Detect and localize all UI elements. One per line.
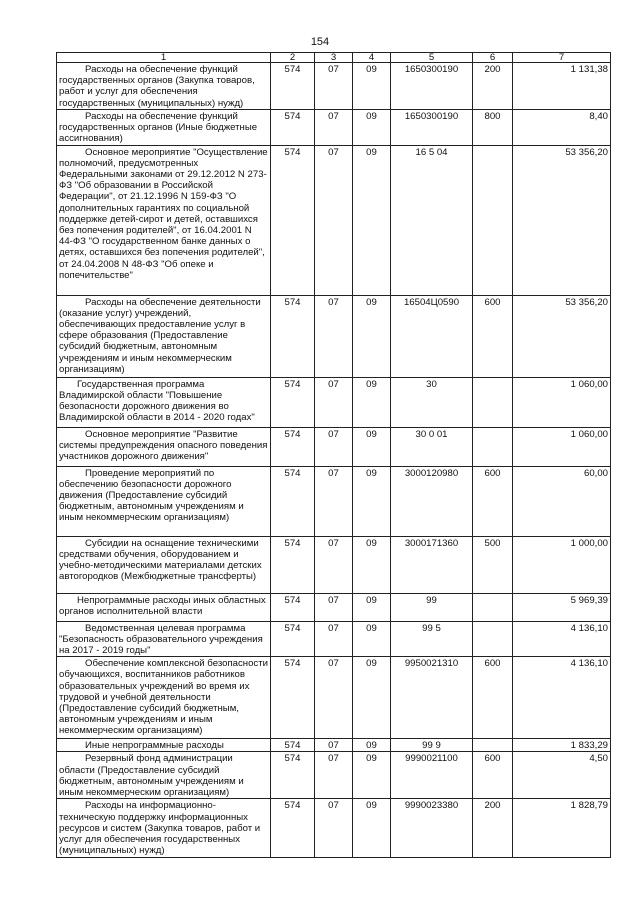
cell-podrazdel: 09	[353, 377, 391, 427]
cell-amount: 1 833,29	[513, 739, 611, 752]
cell-podrazdel: 09	[353, 427, 391, 466]
cell-ved: 574	[271, 536, 315, 593]
cell-type: 600	[473, 466, 513, 536]
row-name: Основное мероприятие "Развитие системы предупреждения опасного поведения участников дорожного движения"	[57, 427, 271, 466]
table-row	[57, 799, 611, 858]
cell-amount: 60,00	[513, 466, 611, 536]
cell-ved: 574	[271, 427, 315, 466]
cell-target: 30 0 01	[391, 427, 473, 466]
cell-type	[473, 377, 513, 427]
page-number: 154	[310, 36, 330, 48]
cell-razdel: 07	[315, 593, 353, 621]
column-header: 7	[513, 53, 611, 63]
cell-razdel: 07	[315, 739, 353, 752]
cell-target: 99 9	[391, 739, 473, 752]
column-header: 3	[315, 53, 353, 63]
cell-podrazdel: 09	[353, 145, 391, 295]
cell-amount: 1 828,79	[513, 799, 611, 858]
cell-razdel: 07	[315, 799, 353, 858]
cell-ved: 574	[271, 110, 315, 146]
cell-ved: 574	[271, 621, 315, 657]
row-name: Расходы на обеспечение функций государственных органов (Иные бюджетные ассигнования)	[57, 110, 271, 146]
cell-amount: 8,40	[513, 110, 611, 146]
table-row	[57, 110, 611, 146]
cell-ved: 574	[271, 752, 315, 799]
row-name: Государственная программа Владимирской области "Повышение безопасности дорожного движения во Владимирской области в 2014 - 2020 годах"	[57, 377, 271, 427]
table-row	[57, 295, 611, 377]
table-row	[57, 752, 611, 799]
row-name: Иные непрограммные расходы	[57, 739, 271, 752]
cell-type	[473, 427, 513, 466]
cell-amount: 53 356,20	[513, 295, 611, 377]
cell-type: 600	[473, 752, 513, 799]
cell-ved: 574	[271, 63, 315, 110]
cell-razdel: 07	[315, 295, 353, 377]
column-header: 4	[353, 53, 391, 63]
cell-podrazdel: 09	[353, 295, 391, 377]
cell-ved: 574	[271, 295, 315, 377]
cell-razdel: 07	[315, 536, 353, 593]
cell-razdel: 07	[315, 657, 353, 739]
cell-amount: 53 356,20	[513, 145, 611, 295]
cell-amount: 1 131,38	[513, 63, 611, 110]
cell-podrazdel: 09	[353, 593, 391, 621]
cell-amount: 1 060,00	[513, 427, 611, 466]
cell-amount: 4 136,10	[513, 657, 611, 739]
table-row	[57, 593, 611, 621]
cell-razdel: 07	[315, 427, 353, 466]
column-header: 1	[57, 53, 271, 63]
row-name: Основное мероприятие "Осуществление полномочий, предусмотренных Федеральными законами от 29.12.2012 N 273-ФЗ "Об образовании в Российской Федерации", от 21.12.1996 N 159-ФЗ "О дополнительных гарантиях по социальной поддержке детей-сирот и детей, оставшихся без попечения родителей", от 16.04.2001 N 44-ФЗ "О государственном банке данных о детях, оставшихся без попечения родителей", от 24.04.2008 N 48-ФЗ "Об опеке и попечительстве"	[57, 145, 271, 295]
cell-podrazdel: 09	[353, 621, 391, 657]
cell-razdel: 07	[315, 110, 353, 146]
cell-type: 200	[473, 799, 513, 858]
cell-razdel: 07	[315, 621, 353, 657]
cell-type	[473, 739, 513, 752]
column-header: 2	[271, 53, 315, 63]
cell-amount: 4 136,10	[513, 621, 611, 657]
row-name: Субсидии на оснащение техническими средствами обучения, оборудованием и учебно-методическими материалами детских автогородков (Межбюджетные трансферты)	[57, 536, 271, 593]
header-row	[57, 53, 611, 63]
table-row	[57, 536, 611, 593]
row-name: Расходы на обеспечение функций государственных органов (Закупка товаров, работ и услуг для обеспечения государственных (муниципальных) нужд)	[57, 63, 271, 110]
cell-target: 16 5 04	[391, 145, 473, 295]
cell-target: 30	[391, 377, 473, 427]
cell-target: 99	[391, 593, 473, 621]
cell-razdel: 07	[315, 466, 353, 536]
table-row	[57, 739, 611, 752]
table-row	[57, 377, 611, 427]
cell-podrazdel: 09	[353, 110, 391, 146]
table-row	[57, 657, 611, 739]
cell-type: 500	[473, 536, 513, 593]
row-name: Обеспечение комплексной безопасности обучающихся, воспитанников работников образовательных учреждений во время их трудовой и учебной деятельности (Предоставление субсидий бюджетным, автономным учреждениям и иным некоммерческим организациям)	[57, 657, 271, 739]
cell-amount: 4,50	[513, 752, 611, 799]
column-header: 6	[473, 53, 513, 63]
cell-razdel: 07	[315, 63, 353, 110]
table-row	[57, 621, 611, 657]
table-row	[57, 427, 611, 466]
cell-type	[473, 145, 513, 295]
column-header: 5	[391, 53, 473, 63]
cell-target: 9990023380	[391, 799, 473, 858]
cell-podrazdel: 09	[353, 657, 391, 739]
cell-amount: 1 060,00	[513, 377, 611, 427]
cell-razdel: 07	[315, 145, 353, 295]
cell-ved: 574	[271, 657, 315, 739]
cell-amount: 5 969,39	[513, 593, 611, 621]
row-name: Ведомственная целевая программа "Безопасность образовательного учреждения на 2017 - 2019 годы"	[57, 621, 271, 657]
row-name: Непрограммные расходы иных областных органов исполнительной власти	[57, 593, 271, 621]
cell-ved: 574	[271, 145, 315, 295]
row-name: Расходы на обеспечение деятельности (оказание услуг) учреждений, обеспечивающих предоставление услуг в сфере образования (Предоставление субсидий бюджетным, автономным учреждениям и иным некоммерческим организациям)	[57, 295, 271, 377]
cell-podrazdel: 09	[353, 752, 391, 799]
table-row	[57, 466, 611, 536]
cell-razdel: 07	[315, 752, 353, 799]
cell-ved: 574	[271, 377, 315, 427]
cell-type	[473, 593, 513, 621]
cell-target: 99 5	[391, 621, 473, 657]
cell-podrazdel: 09	[353, 799, 391, 858]
cell-ved: 574	[271, 799, 315, 858]
table-row	[57, 63, 611, 110]
cell-target: 9950021310	[391, 657, 473, 739]
cell-type	[473, 621, 513, 657]
cell-target: 9990021100	[391, 752, 473, 799]
cell-podrazdel: 09	[353, 536, 391, 593]
cell-ved: 574	[271, 739, 315, 752]
cell-type: 800	[473, 110, 513, 146]
cell-type: 600	[473, 295, 513, 377]
row-name: Расходы на информационно-техническую поддержку информационных ресурсов и систем (Закупка товаров, работ и услуг для обеспечения государственных (муниципальных) нужд)	[57, 799, 271, 858]
cell-podrazdel: 09	[353, 63, 391, 110]
row-name: Резервный фонд администрации области (Предоставление субсидий бюджетным, автономным учреждениям и иным некоммерческим организациям)	[57, 752, 271, 799]
cell-type: 600	[473, 657, 513, 739]
cell-target: 1650300190	[391, 63, 473, 110]
budget-table	[56, 52, 611, 858]
cell-razdel: 07	[315, 377, 353, 427]
cell-target: 16504Ц0590	[391, 295, 473, 377]
cell-podrazdel: 09	[353, 739, 391, 752]
cell-podrazdel: 09	[353, 466, 391, 536]
cell-type: 200	[473, 63, 513, 110]
cell-ved: 574	[271, 593, 315, 621]
cell-target: 1650300190	[391, 110, 473, 146]
table-row	[57, 145, 611, 295]
cell-target: 3000171360	[391, 536, 473, 593]
cell-amount: 1 000,00	[513, 536, 611, 593]
cell-target: 3000120980	[391, 466, 473, 536]
row-name: Проведение мероприятий по обеспечению безопасности дорожного движения (Предоставление субсидий бюджетным, автономным учреждениям и иным некоммерческим организациям)	[57, 466, 271, 536]
cell-ved: 574	[271, 466, 315, 536]
